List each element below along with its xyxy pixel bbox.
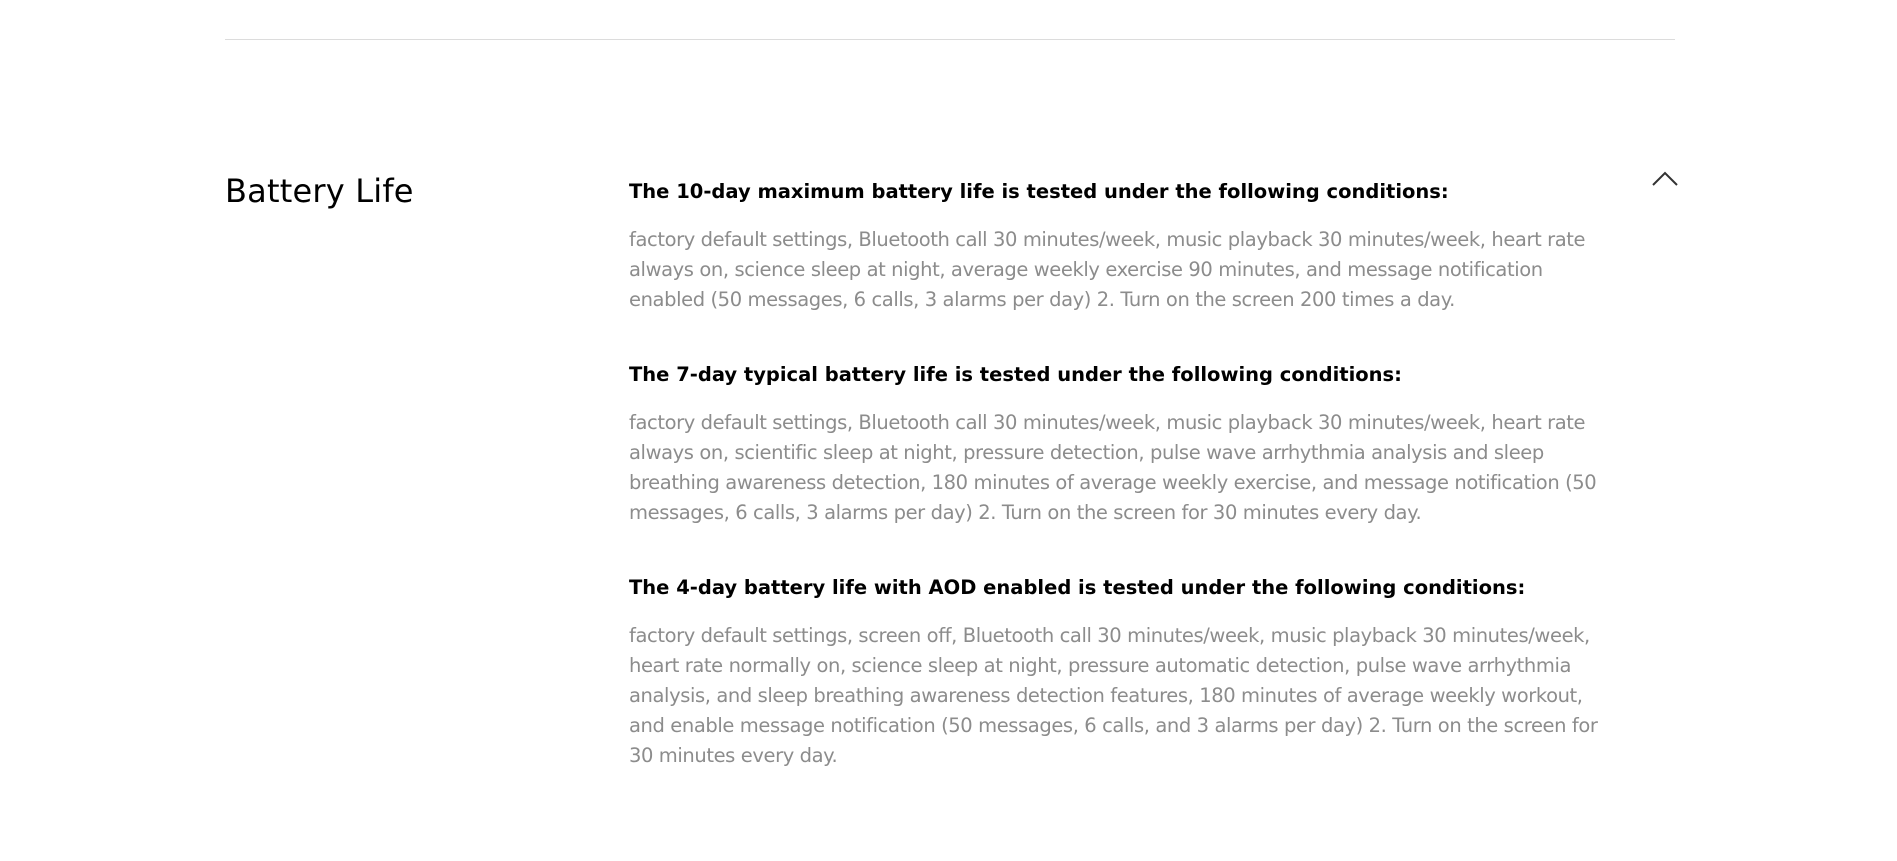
- section-title: Battery Life: [225, 172, 414, 210]
- battery-conditions: [629, 177, 1619, 771]
- condition-heading: The 4-day battery life with AOD enabled is tested under the following conditions:: [629, 576, 1526, 599]
- condition-body: factory default settings, Bluetooth call 30 minutes/week, music playback 30 minutes/week, heart rate always on, science sleep at night, average weekly exercise 90 minutes, and message notification enabled (50 messages, 6 calls, 3 alarms per day) 2. Turn on the screen 200 times a day.: [629, 228, 1586, 311]
- condition-body: factory default settings, Bluetooth call 30 minutes/week, music playback 30 minutes/week, heart rate always on, scientific sleep at night, pressure detection, pulse wave arrhythmia analysis and sleep breathing awareness detection, 180 minutes of average weekly exercise, and message notification (50 messages, 6 calls, 3 alarms per day) 2. Turn on the screen for 30 minutes every day.: [629, 411, 1597, 524]
- collapse-toggle-button[interactable]: [1651, 168, 1679, 188]
- top-divider: [225, 39, 1675, 40]
- condition-block-10-day: [629, 177, 1619, 315]
- condition-heading: The 7-day typical battery life is tested under the following conditions:: [629, 363, 1402, 386]
- chevron-up-icon: [1651, 168, 1679, 188]
- condition-body: factory default settings, screen off, Bluetooth call 30 minutes/week, music playback 30 minutes/week, heart rate normally on, science sleep at night, pressure automatic detection, pulse wave arrhythmia analysis, and sleep breathing awareness detection features, 180 minutes of average weekly workout, and enable message notification (50 messages, 6 calls, and 3 alarms per day) 2. Turn on the screen for 30 minutes every day.: [629, 624, 1598, 767]
- condition-heading: The 10-day maximum battery life is tested under the following conditions:: [629, 180, 1449, 203]
- condition-block-4-day-aod: [629, 573, 1619, 771]
- condition-block-7-day: [629, 360, 1619, 528]
